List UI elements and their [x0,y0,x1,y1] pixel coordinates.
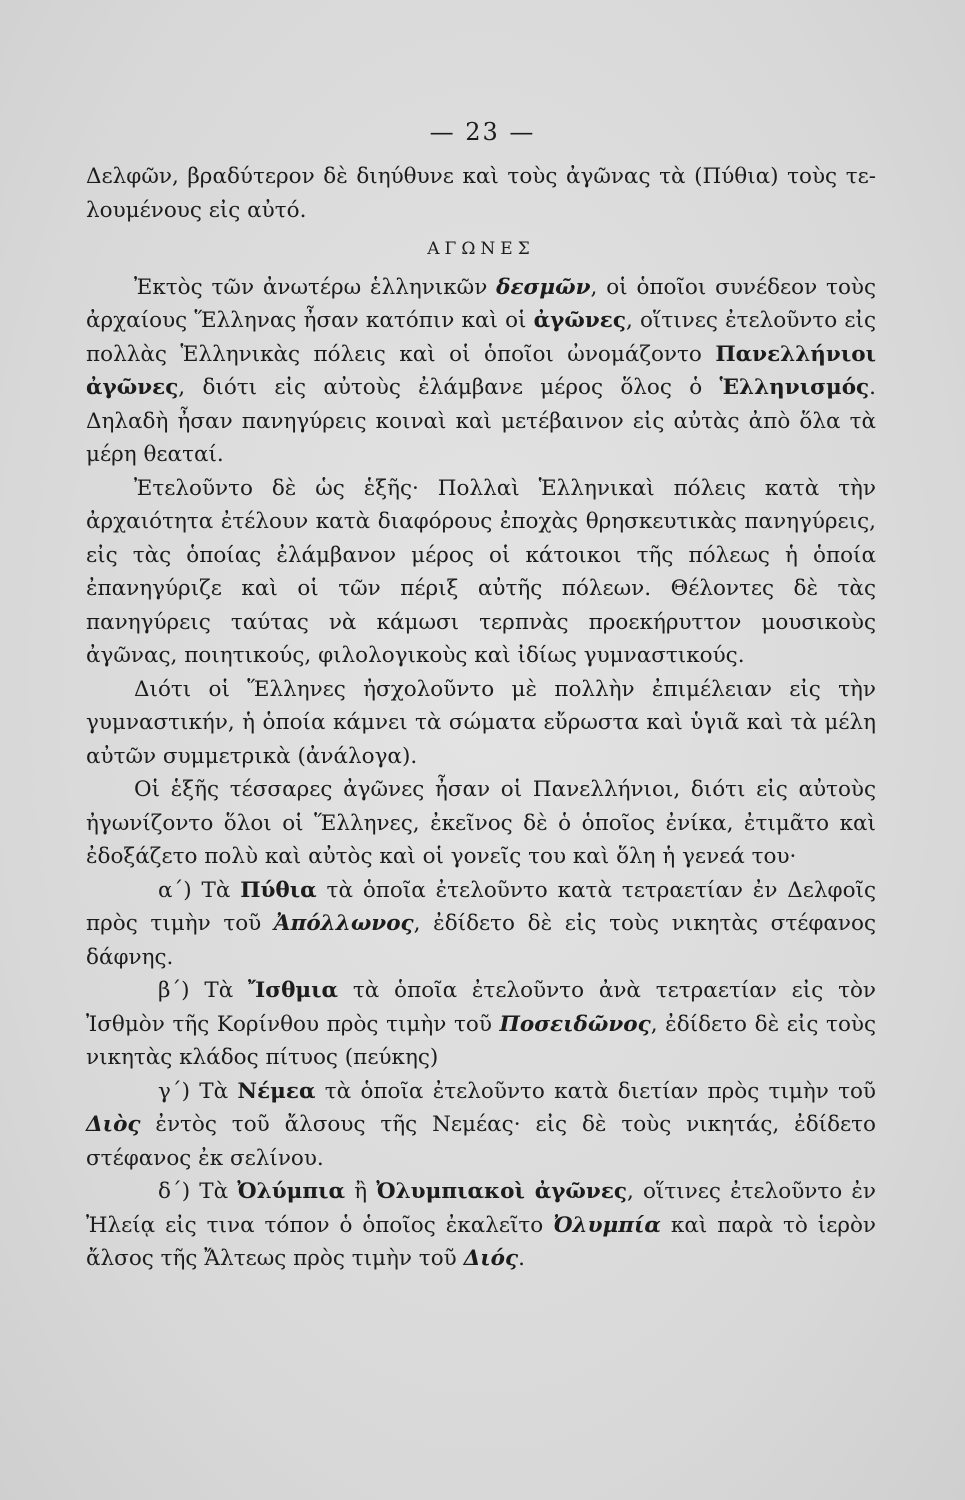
paragraph-agones [86,271,876,472]
emphasis-olympia-place: Ὀλυμπία [553,1212,661,1238]
text-run: , οἵτινες ἐτελοῦντο ἐν Ἠλείᾳ εἰς τινα τόπον ὁ ὁποῖος ἐκαλεῖτο [86,1179,876,1238]
text-run: , οἱ ὁποῖοι συνέδεον τοὺς ἀρχαίους Ἕλληνας ἦσαν κατόπιν καὶ οἱ [86,274,877,333]
emphasis-panellinioi: Πανελλήνιοι ἀγῶνες [86,341,876,400]
list-item-olympia [86,1175,876,1276]
list-item-pythia [86,874,876,975]
text-run: καὶ παρὰ τὸ ἱερὸν ἄλσος τῆς Ἄλτεως πρὸς τιμὴν τοῦ [86,1212,876,1271]
text-run: α΄) Τὰ [158,877,241,903]
text-run: , οἵτινες ἐτελοῦντο εἰς πολλὰς Ἑλληνικὰς πόλεις καὶ οἱ ὁποῖοι ὠνομάζοντο [86,308,876,367]
emphasis-olympiakoi-agones: Ὀλυμπιακοὶ ἀγῶνες [376,1179,627,1204]
emphasis-dios: Διὸς [86,1112,141,1137]
text-run: β΄) Τὰ [158,978,249,1003]
text-run: , ἐδίδετο δὲ εἰς τοὺς νικητὰς κλάδος πίτυος (πεύκης) [86,1011,876,1070]
emphasis-ellinismos: Ἑλληνισμός [719,375,870,400]
text-run: Διότι οἱ Ἕλληνες ἠσχολοῦντο μὲ πολλὴν ἐπιμέλειαν εἰς τὴν γυμναστικήν, ἡ ὁποία κάμνει τὰ σώματα εὔρωστα καὶ ὑγιᾶ καὶ τὰ μέλη αὐτῶν συμμετρικὰ (ἀνάλογα). [86,676,876,769]
text-run: , ἐδίδετο δὲ εἰς τοὺς νικητὰς στέφανος δάφνης. [86,911,876,970]
emphasis-desmon: δεσμῶν [496,274,591,300]
paragraph-intro [86,160,876,227]
section-heading: ΑΓΩΝΕΣ [427,239,535,259]
emphasis-dios-final: Διός [463,1246,519,1271]
text-run: τὰ ὁποῖα ἐτελοῦντο ἀνὰ τετραετίαν εἰς τὸν Ἰσθμὸν τῆς Κορίνθου πρὸς τιμὴν τοῦ [86,978,876,1037]
emphasis-olympia: Ὀλύμπια [237,1179,346,1204]
emphasis-pythia: Πύθια [240,877,317,903]
text-run: Ἐκτὸς τῶν ἀνωτέρω ἑλληνικῶν [134,274,497,300]
emphasis-apollonos: Ἀπόλλωνος [273,911,414,936]
text-run: γ΄) Τὰ [158,1078,238,1104]
list-item-nemea [86,1075,876,1176]
emphasis-agones: ἀγῶνες [533,308,626,333]
text-run: τὰ ὁποῖα ἐτελοῦντο κατὰ διετίαν πρὸς τιμὴν τοῦ [315,1078,876,1104]
text-run: Οἱ ἑξῆς τέσσαρες ἀγῶνες ἦσαν οἱ Πανελλήνιοι, διότι εἰς αὐτοὺς ἠγωνίζοντο ὅλοι οἱ Ἕλληνες, ἐκεῖνος δὲ ὁ ὁποῖος ἐνίκα, ἐτιμᾶτο καὶ ἐδοξάζετο πολὺ καὶ αὐτὸς καὶ οἱ γονεῖς του καὶ ὅλη ἡ γενεά του· [86,777,876,869]
list-item-isthmia [86,974,876,1075]
paragraph-four-games [86,773,876,874]
text-run: . Δηλαδὴ ἦσαν πανηγύρεις κοιναὶ καὶ μετέβαινον εἰς αὐτὰς ἀπὸ ὅλα τὰ μέρη θεαταί. [86,375,876,467]
text-run: Ἐτελοῦντο δὲ ὡς ἑξῆς· Πολλαὶ Ἑλληνικαὶ πόλεις κατὰ τὴν ἀρχαιότητα ἐτέλουν κατὰ διαφόρους ἐποχὰς θρησκευτικὰς πανηγύρεις, εἰς τὰς ὁποίας ἐλάμβανον μέρος οἱ κάτοικοι τῆς πόλεως ἡ ὁποία ἐπανηγύριζε καὶ οἱ τῶν πέριξ αὐτῆς πόλεων. Θέλοντες δὲ τὰς πανηγύρεις ταύτας νὰ κάμωσι τερπνὰς προεκήρυττον μουσικοὺς ἀγῶνας, ποιητικούς, φιλολογικοὺς καὶ ἰδίως γυμναστικούς. [86,475,876,668]
page-number: — 23 — [429,118,536,146]
paragraph-celebration [86,472,876,673]
paragraph-gymnastics [86,673,876,774]
text-run: . [518,1246,525,1271]
text-run: δ΄) Τὰ [158,1179,238,1204]
emphasis-poseidonos: Ποσειδῶνος [499,1011,651,1037]
body-text [86,160,876,1276]
text-run: ἢ [345,1179,377,1204]
emphasis-nemea: Νέμεα [237,1078,316,1104]
emphasis-isthmia: Ἴσθμια [248,978,339,1003]
text-run: , διότι εἰς αὐτοὺς ἐλάμβανε μέρος ὅλος ὁ [178,375,720,400]
text-run: ἐντὸς τοῦ ἄλσους τῆς Νεμέας· εἰς δὲ τοὺς νικητάς, ἐδίδετο στέφανος ἐκ σελίνου. [86,1112,876,1171]
text-run: Δελφῶν, βραδύτερον δὲ διηύθυνε καὶ τοὺς ἀγῶνας τὰ (Πύθια) τοὺς τε-λουμένους εἰς αὐτό. [86,164,876,223]
text-run: τὰ ὁποῖα ἐτελοῦντο κατὰ τετραετίαν ἐν Δελφοῖς πρὸς τιμὴν τοῦ [86,877,876,936]
